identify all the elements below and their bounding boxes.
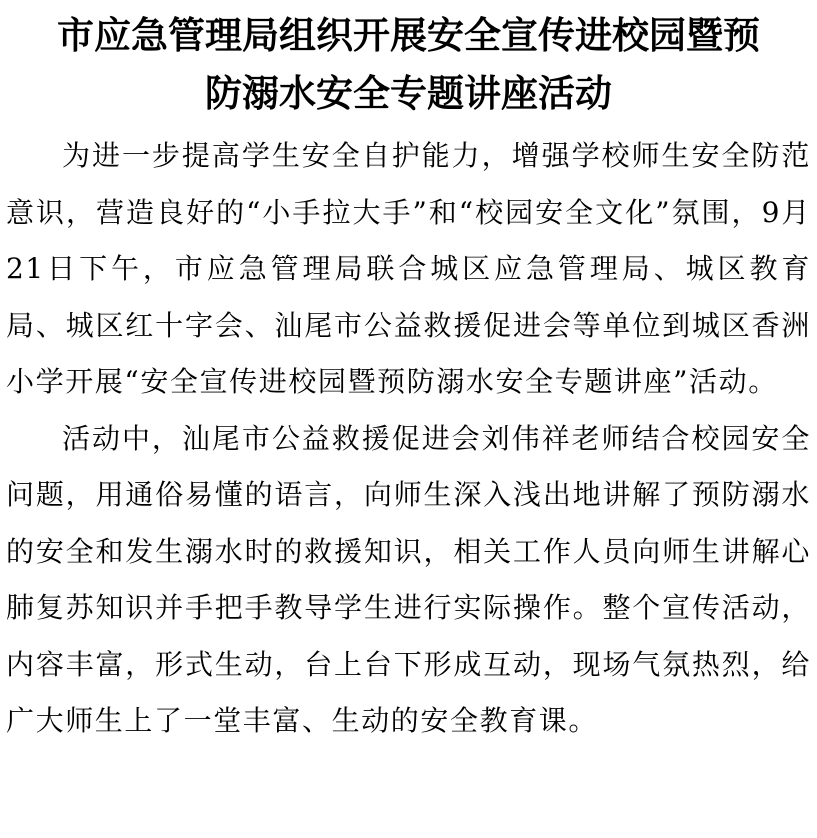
- article-title-line-2: 防溺水安全专题讲座活动: [205, 71, 612, 115]
- article-paragraph-1: 为进一步提高学生安全自护能力，增强学校师生安全防范意识，营造良好的“小手拉大手”和“校园安全文化”氛围，9月21日下午，市应急管理局联合城区应急管理局、城区教育局、城区红十字会、汕尾市公益救援促进会等单位到城区香洲小学开展“安全宣传进校园暨预防溺水安全专题讲座”活动。: [6, 139, 811, 398]
- article-title-line-1: 市应急管理局组织开展安全宣传进校园暨预: [57, 13, 760, 57]
- article-body: [0, 128, 817, 750]
- article-title: [0, 0, 817, 122]
- article-paragraph-2: 活动中，汕尾市公益救援促进会刘伟祥老师结合校园安全问题，用通俗易懂的语言，向师生深入浅出地讲解了预防溺水的安全和发生溺水时的救援知识，相关工作人员向师生讲解心肺复苏知识并手把手教导学生进行实际操作。整个宣传活动，内容丰富，形式生动，台上台下形成互动，现场气氛热烈，给广大师生上了一堂丰富、生动的安全教育课。: [6, 421, 811, 737]
